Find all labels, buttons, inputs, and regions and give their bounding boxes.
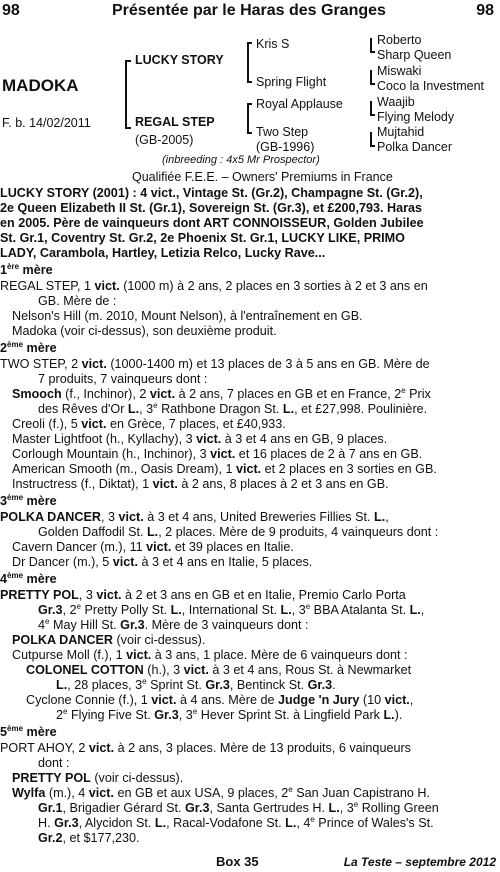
sire-summary-line-1: LUCKY STORY (2001) : 4 vict., Vintage St. (Gr.2), Champagne St. (Gr.2), (0, 186, 423, 200)
horse-name: MADOKA (2, 76, 79, 95)
ancestor-4: Coco la Investment (377, 79, 484, 93)
text-line: POLKA DANCER (voir ci-dessus). (12, 633, 206, 647)
ancestor-5: Waajib (377, 95, 415, 109)
text-line: L., 28 places, 3e Sprint St. Gr.3, Bentinck St. Gr.3. (56, 676, 336, 692)
section-5eme-mere: 5ème mère (0, 723, 57, 739)
text-line: Master Lightfoot (h., Kyllachy), 3 vict. à 3 et 4 ans en GB, 9 places. (12, 432, 388, 446)
text-line: 4e May Hill St. Gr.3. Mère de 3 vainqueurs dont : (38, 616, 309, 632)
text-line: Cyclone Connie (f.), 1 vict. à 4 ans. Mère de Judge 'n Jury (10 vict., (26, 693, 414, 707)
text-line: Gr.1, Brigadier Gérard St. Gr.3, Santa Gertrudes H. L., 3e Rolling Green (38, 799, 439, 815)
text-line: Instructress (f., Diktat), 1 vict. à 2 ans, 8 places à 2 et 3 ans en GB. (12, 477, 389, 491)
text-line: Gr.3, 2e Pretty Polly St. L., International St. L., 3e BBA Atalanta St. L., (38, 601, 425, 617)
section-2eme-mere: 2ème mère (0, 339, 57, 355)
ancestor-7: Mujtahid (377, 125, 425, 139)
text-line: Golden Daffodil St. L., 2 places. Mère de 9 produits, 4 vainqueurs dont : (38, 525, 439, 539)
ancestor-3: Miswaki (377, 64, 422, 78)
text-line: Corlough Mountain (h., Inchinor), 3 vict. et 16 places de 2 à 7 ans en GB. (12, 447, 423, 461)
text-line: Madoka (voir ci-dessus), son deuxième produit. (12, 324, 277, 338)
sire-summary-line-5: LADY, Carambola, Hartley, Letizia Relco, Lucky Rave... (0, 246, 326, 260)
sire-summary-line-3: en 2005. Père de vainqueurs dont ART CONNOISSEUR, Golden Jubilee (0, 216, 424, 230)
dam-dam: Two Step (256, 125, 309, 139)
text-line: PRETTY POL (voir ci-dessus). (12, 771, 184, 785)
text-line: dont : (38, 756, 70, 770)
ancestor-1: Roberto (377, 33, 422, 47)
sire-sire: Kris S (256, 37, 290, 51)
text-line: Cutpurse Moll (f.), 1 vict. à 3 ans, 1 place. Mère de 6 vainqueurs dont : (12, 648, 408, 662)
sire-dam: Spring Flight (256, 75, 327, 89)
section-3eme-mere: 3ème mère (0, 492, 57, 508)
section-4eme-mere: 4ème mère (0, 570, 57, 586)
text-line: PORT AHOY, 2 vict. à 2 ans, 3 places. Mère de 13 produits, 6 vainqueurs (0, 741, 411, 755)
sire-name: LUCKY STORY (135, 53, 224, 67)
footer-sale: La Teste – septembre 2012 (343, 855, 496, 869)
text-line: Dr Dancer (m.), 5 vict. à 3 et 4 ans en Italie, 5 places. (12, 555, 313, 569)
text-line: 7 produits, 7 vainqueurs dont : (38, 372, 208, 386)
ancestor-8: Polka Dancer (377, 140, 453, 154)
dam-dam-year: (GB-1996) (256, 140, 315, 154)
text-line: COLONEL COTTON (h.), 3 vict. à 3 et 4 ans, Rous St. à Newmarket (26, 663, 412, 677)
sire-summary-line-4: St. Gr.1, Coventry St. Gr.2, 2e Phoenix St. Gr.1, LUCKY LIKE, PRIMO (0, 231, 405, 245)
text-line: Gr.2, et $177,230. (38, 831, 140, 845)
page-number-right: 98 (476, 2, 494, 19)
text-line: REGAL STEP, 1 vict. (1000 m) à 2 ans, 2 places en 3 sorties à 2 et 3 ans en (0, 279, 428, 293)
text-line: H. Gr.3, Alycidon St. L., Racal-Vodafone St. L., 4e Prince of Wales's St. (38, 814, 434, 830)
text-line: Wylfa (m.), 4 vict. en GB et aux USA, 9 places, 2e San Juan Capistrano H. (12, 784, 430, 800)
bracket-main (125, 60, 127, 128)
section-1ere-mere: 1ère mère (0, 261, 53, 277)
ancestor-2: Sharp Queen (377, 48, 452, 62)
text-line: American Smooth (m., Oasis Dream), 1 vict. et 2 places en 3 sorties en GB. (12, 462, 437, 476)
qualification: Qualifiée F.E.E. – Owners' Premiums in France (132, 170, 393, 184)
horse-details: F. b. 14/02/2011 (2, 116, 91, 130)
text-line: TWO STEP, 2 vict. (1000-1400 m) et 13 places de 3 à 5 ans en GB. Mère de (0, 357, 430, 371)
inbreeding-note: (inbreeding : 4x5 Mr Prospector) (162, 154, 320, 166)
dam-sire: Royal Applause (256, 97, 343, 111)
page-title: Présentée par le Haras des Granges (112, 2, 386, 19)
page-number-left: 98 (2, 2, 20, 19)
text-line: PRETTY POL, 3 vict. à 2 et 3 ans en GB et en Italie, Premio Carlo Porta (0, 588, 406, 602)
dam-year: (GB-2005) (135, 133, 194, 147)
sire-summary-line-2: 2e Queen Elizabeth II St. (Gr.1), Sovereign St. (Gr.3), et £200,793. Haras (0, 201, 423, 215)
ancestor-6: Flying Melody (377, 110, 455, 124)
text-line: Creoli (f.), 5 vict. en Grèce, 7 places, et £40,933. (12, 417, 286, 431)
text-line: 2e Flying Five St. Gr.3, 3e Hever Sprint St. à Lingfield Park L.). (56, 706, 403, 722)
text-line: des Rêves d'Or L., 3e Rathbone Dragon St. L., et £27,998. Poulinière. (38, 400, 428, 416)
text-line: GB. Mère de : (38, 294, 117, 308)
footer-box: Box 35 (216, 854, 259, 869)
text-line: Smooch (f., Inchinor), 2 vict. à 2 ans, 7 places en GB et en France, 2e Prix (12, 385, 431, 401)
dam-name: REGAL STEP (135, 115, 215, 129)
text-line: Cavern Dancer (m.), 11 vict. et 39 places en Italie. (12, 540, 294, 554)
text-line: Nelson's Hill (m. 2010, Mount Nelson), à l'entraînement en GB. (12, 309, 363, 323)
text-line: POLKA DANCER, 3 vict. à 3 et 4 ans, United Breweries Fillies St. L., (0, 510, 389, 524)
